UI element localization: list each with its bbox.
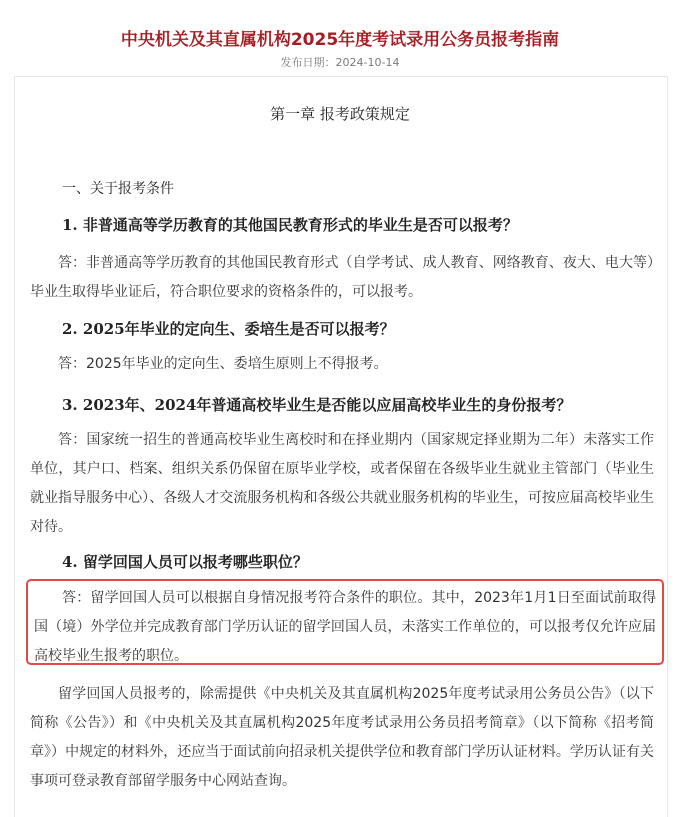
question-3: 3. 2023年、2024年普通高校毕业生是否能以应届高校毕业生的身份报考？ bbox=[62, 396, 572, 414]
section-heading: 一、关于报考条件 bbox=[62, 181, 174, 197]
answer-4: 答：留学回国人员可以根据自身情况报考符合条件的职位。其中，2023年1月1日至面试前取得国（境）外学位并完成教育部门学历认证的留学回国人员，未落实工作单位的，可以报考仅允许应届高校毕业生报考的职位。 bbox=[34, 590, 656, 664]
publish-date-label: 发布日期： bbox=[280, 56, 336, 69]
chapter-title: 第一章 报考政策规定 bbox=[270, 105, 410, 123]
question-1: 1. 非普通高等学历教育的其他国民教育形式的毕业生是否可以报考？ bbox=[62, 216, 518, 234]
answer-2: 答：2025年毕业的定向生、委培生原则上不得报考。 bbox=[58, 356, 388, 372]
question-4: 4. 留学回国人员可以报考哪些职位？ bbox=[62, 553, 308, 571]
answer-3: 答：国家统一招生的普通高校毕业生离校时和在择业期内（国家规定择业期为二年）未落实工作单位，其户口、档案、组织关系仍保留在原毕业学校，或者保留在各级毕业生就业主管部门（毕业生就业指导服务中心）、各级人才交流服务机构和各级公共就业服务机构的毕业生，可按应届高校毕业生对待。 bbox=[30, 432, 654, 535]
question-2: 2. 2025年毕业的定向生、委培生是否可以报考？ bbox=[62, 320, 395, 338]
publish-date-value: 2024-10-14 bbox=[335, 56, 400, 69]
answer-1: 答：非普通高等学历教育的其他国民教育形式（自学考试、成人教育、网络教育、夜大、电大等）毕业生取得毕业证后，符合职位要求的资格条件的，可以报考。 bbox=[30, 255, 654, 300]
answer-4-extra: 留学回国人员报考的，除需提供《中央机关及其直属机构2025年度考试录用公务员公告》（以下简称《公告》）和《中央机关及其直属机构2025年度考试录用公务员招考简章》（以下简称《招考简章》）中规定的材料外，还应当于面试前向招录机关提供学位和教育部门学历认证材料。学历认证有关事项可登录教育部留学服务中心网站查询。 bbox=[30, 686, 654, 789]
page-title: 中央机关及其直属机构2025年度考试录用公务员报考指南 bbox=[120, 30, 560, 51]
publish-date bbox=[0, 54, 680, 70]
